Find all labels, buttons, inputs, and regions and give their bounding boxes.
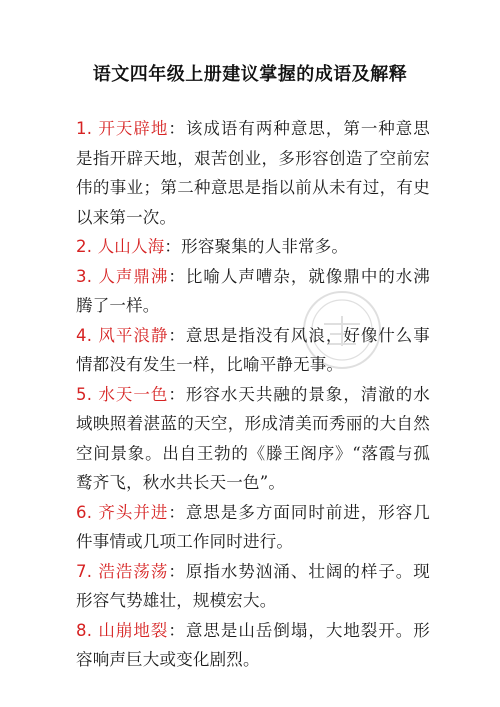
separator: ： [168,561,186,581]
idiom-entry-3 [76,262,430,321]
idiom-list [76,114,430,675]
idiom-term: 山崩地裂 [98,620,169,640]
idiom-entry-2 [76,232,430,262]
idiom-explanation: 意思是山岳倒塌，大地裂开。形容响声巨大或变化剧烈。 [76,620,430,669]
entry-number: 6. [76,502,93,522]
entry-number: 4. [76,325,93,345]
idiom-entry-7 [76,557,430,616]
idiom-explanation: 该成语有两种意思，第一种意思是指开辟天地，艰苦创业，多形容创造了空前宏伟的事业；第二种意思是指以前从未有过，有史以来第一次。 [76,119,430,227]
idiom-entry-8 [76,616,430,675]
entry-number: 5. [76,384,93,404]
idiom-term: 水天一色 [98,384,169,404]
entry-number: 8. [76,620,93,640]
idiom-explanation: 形容聚集的人非常多。 [181,237,349,256]
separator: ： [168,384,186,404]
entry-number: 3. [76,266,93,286]
idiom-entry-5 [76,380,430,498]
idiom-explanation: 形容水天共融的景象，清澈的水域映照着湛蓝的天空，形成清美而秀丽的大自然空间景象。出自王勃的《滕王阁序》“落霞与孤鹜齐飞，秋水共长天一色”。 [76,384,430,492]
idiom-entry-1 [76,114,430,232]
entry-number: 2. [76,237,93,256]
idiom-term: 人声鼎沸 [98,266,169,286]
idiom-term: 人山人海 [97,237,165,256]
separator: ： [168,266,186,286]
separator: ： [168,325,186,345]
idiom-entry-6 [76,498,430,557]
separator: ： [164,237,182,256]
idiom-entry-4 [76,321,430,380]
entry-number: 7. [76,561,93,581]
idiom-explanation: 比喻人声嘈杂，就像鼎中的水沸腾了一样。 [76,266,430,315]
separator: ： [168,620,186,640]
idiom-explanation: 意思是多方面同时前进，形容几件事情或几项工作同时进行。 [76,502,430,551]
separator: ： [168,119,186,138]
entry-number: 1. [76,119,93,138]
idiom-term: 浩浩荡荡 [98,561,169,581]
idiom-term: 开天辟地 [98,119,169,138]
idiom-explanation: 原指水势汹涌、壮阔的样子。现形容气势雄壮，规模宏大。 [76,561,430,610]
idiom-explanation: 意思是指没有风浪，好像什么事情都没有发生一样，比喻平静无事。 [76,325,430,374]
idiom-term: 风平浪静 [98,325,169,345]
separator: ： [168,502,186,522]
page-title: 语文四年级上册建议掌握的成语及解释 [92,64,408,85]
idiom-term: 齐头并进 [98,502,169,522]
